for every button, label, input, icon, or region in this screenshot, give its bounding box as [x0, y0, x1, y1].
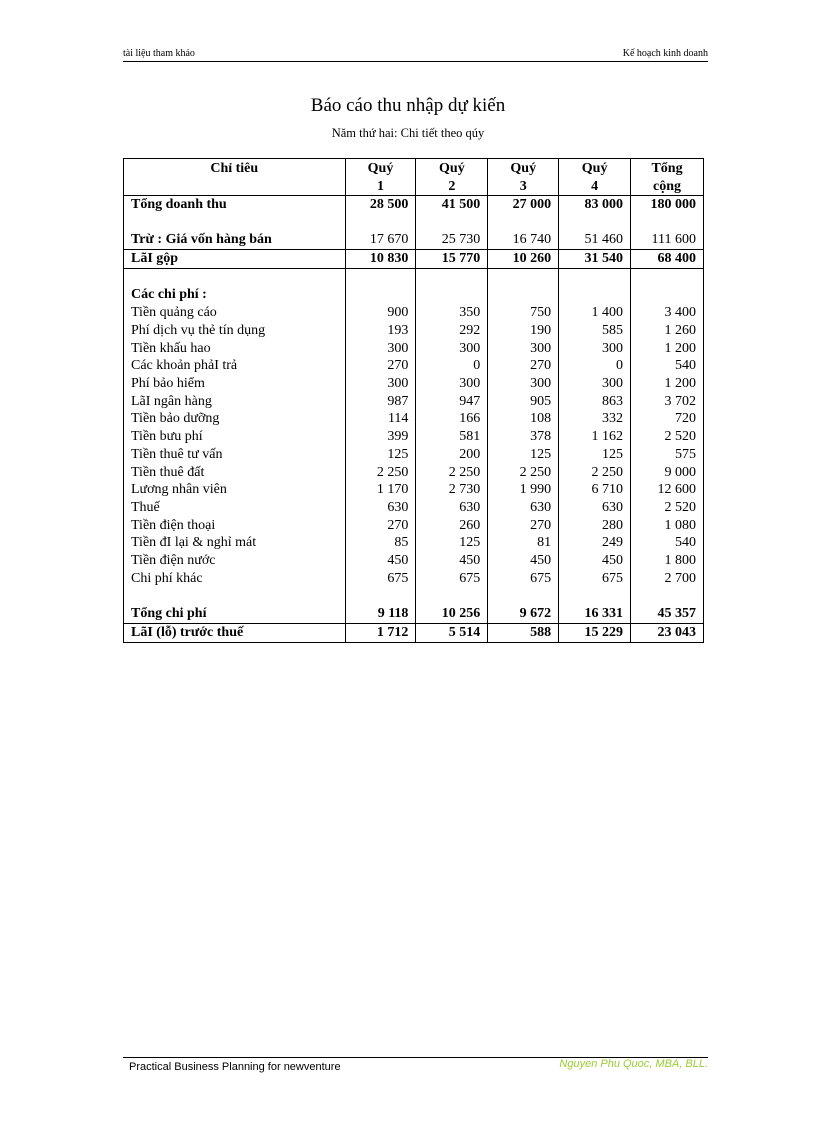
cell: 630 — [345, 499, 416, 517]
row-label: Tiền bảo dưỡng — [124, 410, 346, 428]
cell: 630 — [559, 499, 631, 517]
row-gross-profit — [124, 250, 704, 269]
cell: 2 520 — [631, 428, 704, 446]
cell: 10 260 — [488, 250, 559, 269]
cell: 1 162 — [559, 428, 631, 446]
cell: 905 — [488, 393, 559, 411]
row-label: Tiền đI lại & nghỉ mát — [124, 534, 346, 552]
cell: 300 — [559, 375, 631, 393]
col-header-total: Tổng cộng — [631, 159, 704, 196]
footer-right: Nguyen Phu Quoc, MBA, BLL. — [559, 1058, 708, 1070]
cell: 2 250 — [345, 464, 416, 482]
cell: 15 770 — [416, 250, 488, 269]
cell: 1 990 — [488, 481, 559, 499]
row-label: Tiền điện thoại — [124, 517, 346, 535]
cell: 85 — [345, 534, 416, 552]
expense-row — [124, 499, 704, 517]
spacer-row — [124, 268, 704, 286]
cell: 83 000 — [559, 196, 631, 214]
row-label: Tiền điện nước — [124, 552, 346, 570]
cell: 3 400 — [631, 304, 704, 322]
cell: 300 — [559, 340, 631, 358]
cell: 6 710 — [559, 481, 631, 499]
expense-row — [124, 340, 704, 358]
expense-row — [124, 570, 704, 588]
cell: 10 256 — [416, 605, 488, 623]
cell: 270 — [345, 357, 416, 375]
header-right: Kế hoạch kinh doanh — [622, 48, 708, 59]
cell: 125 — [559, 446, 631, 464]
cell: 399 — [345, 428, 416, 446]
cell: 12 600 — [631, 481, 704, 499]
cell: 2 700 — [631, 570, 704, 588]
cell: 300 — [488, 340, 559, 358]
cell: 200 — [416, 446, 488, 464]
cell: 450 — [345, 552, 416, 570]
row-label: LãI (lỗ) trước thuế — [124, 623, 346, 642]
cell: 1 080 — [631, 517, 704, 535]
expense-row — [124, 517, 704, 535]
cell: 987 — [345, 393, 416, 411]
cell: 125 — [488, 446, 559, 464]
row-label: Tiền quảng cáo — [124, 304, 346, 322]
cell: 5 514 — [416, 623, 488, 642]
header-left: tài liệu tham khảo — [123, 48, 195, 59]
cell: 300 — [488, 375, 559, 393]
cell: 900 — [345, 304, 416, 322]
cell: 540 — [631, 357, 704, 375]
row-label: Tiền thuê tư vấn — [124, 446, 346, 464]
cell: 31 540 — [559, 250, 631, 269]
cell: 2 250 — [416, 464, 488, 482]
table-header-row — [124, 159, 704, 196]
cell: 1 260 — [631, 322, 704, 340]
cell: 270 — [345, 517, 416, 535]
row-label: Phí bảo hiểm — [124, 375, 346, 393]
footer-left: Practical Business Planning for newventure — [129, 1061, 341, 1073]
expense-row — [124, 428, 704, 446]
row-label: Trừ : Giá vốn hàng bán — [124, 231, 346, 249]
cell: 27 000 — [488, 196, 559, 214]
row-label: Lương nhân viên — [124, 481, 346, 499]
cell: 193 — [345, 322, 416, 340]
cell: 114 — [345, 410, 416, 428]
expense-row — [124, 481, 704, 499]
cell: 9 672 — [488, 605, 559, 623]
cell: 863 — [559, 393, 631, 411]
cell: 575 — [631, 446, 704, 464]
cell: 111 600 — [631, 231, 704, 249]
cell: 378 — [488, 428, 559, 446]
cell: 675 — [345, 570, 416, 588]
row-label: Tổng chi phí — [124, 605, 346, 623]
row-label: Tiền khấu hao — [124, 340, 346, 358]
cell: 450 — [488, 552, 559, 570]
expenses-heading: Các chi phí : — [124, 286, 346, 304]
cell: 630 — [416, 499, 488, 517]
cell: 25 730 — [416, 231, 488, 249]
row-label: LãI gộp — [124, 250, 346, 269]
expense-row — [124, 322, 704, 340]
page-header — [123, 47, 708, 62]
cell: 9 118 — [345, 605, 416, 623]
cell: 9 000 — [631, 464, 704, 482]
row-label: Tổng doanh thu — [124, 196, 346, 214]
cell: 68 400 — [631, 250, 704, 269]
expense-row — [124, 534, 704, 552]
cell: 300 — [416, 340, 488, 358]
expense-row — [124, 357, 704, 375]
cell: 1 800 — [631, 552, 704, 570]
cell: 2 730 — [416, 481, 488, 499]
cell: 750 — [488, 304, 559, 322]
cell: 108 — [488, 410, 559, 428]
cell: 585 — [559, 322, 631, 340]
cell: 125 — [345, 446, 416, 464]
col-header-q4: Quý 4 — [559, 159, 631, 196]
cell: 270 — [488, 517, 559, 535]
row-expenses-heading — [124, 286, 704, 304]
cell: 2 250 — [559, 464, 631, 482]
cell: 947 — [416, 393, 488, 411]
expense-row — [124, 552, 704, 570]
cell: 23 043 — [631, 623, 704, 642]
cell: 1 712 — [345, 623, 416, 642]
cell: 1 200 — [631, 340, 704, 358]
cell: 16 331 — [559, 605, 631, 623]
cell: 0 — [416, 357, 488, 375]
cell: 270 — [488, 357, 559, 375]
cell: 81 — [488, 534, 559, 552]
cell: 10 830 — [345, 250, 416, 269]
row-label: Tiền bưu phí — [124, 428, 346, 446]
col-header-indicator: Chỉ tiêu — [124, 159, 346, 196]
cell: 450 — [559, 552, 631, 570]
row-label: Phí dịch vụ thẻ tín dụng — [124, 322, 346, 340]
cell: 260 — [416, 517, 488, 535]
row-pretax-profit — [124, 623, 704, 642]
col-header-q3: Quý 3 — [488, 159, 559, 196]
cell: 3 702 — [631, 393, 704, 411]
cell: 249 — [559, 534, 631, 552]
cell: 2 250 — [488, 464, 559, 482]
row-total-expenses — [124, 605, 704, 623]
expense-row — [124, 410, 704, 428]
cell: 28 500 — [345, 196, 416, 214]
cell: 280 — [559, 517, 631, 535]
row-label: Các khoản phảI trả — [124, 357, 346, 375]
page-footer — [123, 1057, 708, 1076]
cell: 675 — [488, 570, 559, 588]
cell: 51 460 — [559, 231, 631, 249]
expense-row — [124, 393, 704, 411]
cell: 45 357 — [631, 605, 704, 623]
cell: 300 — [345, 375, 416, 393]
cell: 675 — [559, 570, 631, 588]
row-cogs — [124, 231, 704, 249]
row-label: LãI ngân hàng — [124, 393, 346, 411]
row-revenue — [124, 196, 704, 214]
cell: 581 — [416, 428, 488, 446]
cell: 450 — [416, 552, 488, 570]
cell: 41 500 — [416, 196, 488, 214]
expense-row — [124, 446, 704, 464]
cell: 2 520 — [631, 499, 704, 517]
cell: 588 — [488, 623, 559, 642]
cell: 1 170 — [345, 481, 416, 499]
cell: 675 — [416, 570, 488, 588]
cell: 292 — [416, 322, 488, 340]
cell: 15 229 — [559, 623, 631, 642]
cell: 0 — [559, 357, 631, 375]
cell: 540 — [631, 534, 704, 552]
cell: 332 — [559, 410, 631, 428]
cell: 1 400 — [559, 304, 631, 322]
cell: 16 740 — [488, 231, 559, 249]
cell: 300 — [416, 375, 488, 393]
cell: 190 — [488, 322, 559, 340]
report-subtitle: Năm thứ hai: Chi tiết theo qúy — [331, 126, 485, 140]
cell: 350 — [416, 304, 488, 322]
cell: 17 670 — [345, 231, 416, 249]
cell: 630 — [488, 499, 559, 517]
row-label: Thuế — [124, 499, 346, 517]
col-header-q2: Quý 2 — [416, 159, 488, 196]
income-table — [123, 158, 704, 643]
expense-row — [124, 375, 704, 393]
spacer-row — [124, 587, 704, 605]
col-header-q1: Quý 1 — [345, 159, 416, 196]
cell: 166 — [416, 410, 488, 428]
report-title: Báo cáo thu nhập dự kiến — [310, 95, 506, 116]
cell: 1 200 — [631, 375, 704, 393]
expense-row — [124, 464, 704, 482]
expense-row — [124, 304, 704, 322]
cell: 125 — [416, 534, 488, 552]
cell: 300 — [345, 340, 416, 358]
row-label: Chi phí khác — [124, 570, 346, 588]
cell: 180 000 — [631, 196, 704, 214]
cell: 720 — [631, 410, 704, 428]
row-label: Tiền thuê đất — [124, 464, 346, 482]
spacer-row — [124, 214, 704, 232]
